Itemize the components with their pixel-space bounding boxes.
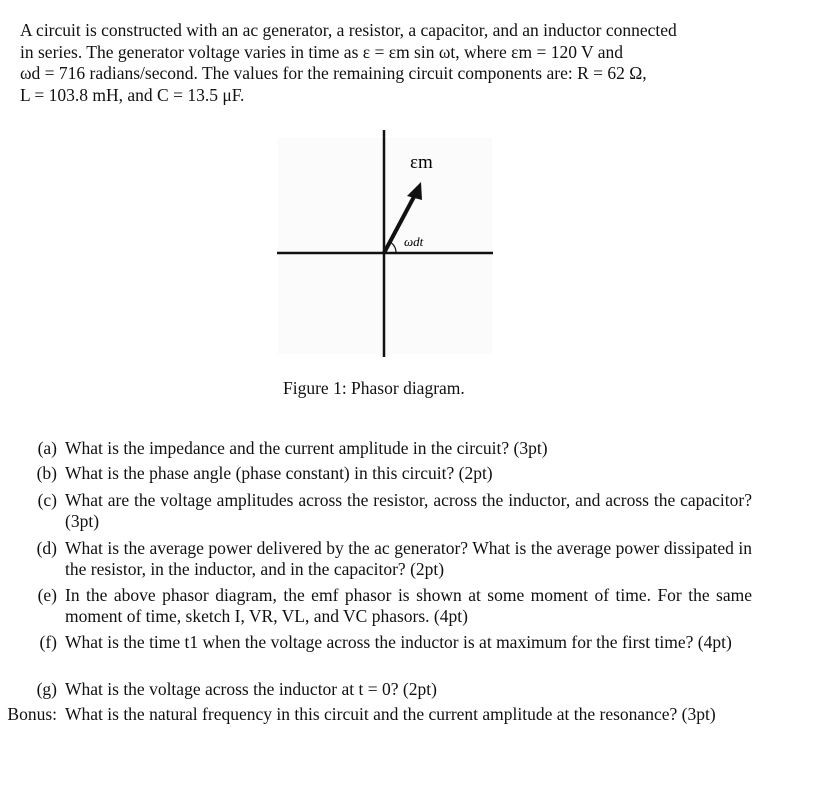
question-tag: (d) — [36, 538, 57, 558]
phasor-diagram — [270, 130, 500, 365]
phasor-label: εm — [410, 152, 433, 173]
figure-caption: Figure 1: Phasor diagram. — [283, 378, 465, 398]
angle-label: ωdt — [404, 234, 424, 249]
phasor-diagram-svg — [270, 130, 500, 365]
question-tag: (c) — [37, 490, 57, 510]
question-text: What is the natural frequency in this circuit and the current amplitude at the resonance? (3pt) — [65, 704, 716, 724]
intro-line-1: A circuit is constructed with an ac generator, a resistor, a capacitor, and an inductor connected — [20, 20, 677, 40]
question-text: What is the time t1 when the voltage across the inductor is at maximum for the first time? (4pt) — [65, 632, 732, 652]
problem-statement — [20, 20, 752, 106]
question-tag: (e) — [37, 585, 57, 605]
question-text: In the above phasor diagram, the emf phasor is shown at some moment of time. For the same moment of time, sketch I, VR, VL, and VC phasors. (4pt) — [65, 585, 752, 627]
question-tag: (f) — [39, 632, 57, 652]
question-tag: (b) — [36, 463, 57, 483]
question-tag: (g) — [36, 679, 57, 699]
intro-line-2: in series. The generator voltage varies in time as ε = εm sin ωt, where εm = 120 V and — [20, 41, 623, 62]
intro-line-4: L = 103.8 mH, and C = 13.5 μF. — [20, 84, 245, 105]
intro-line-3: ωd = 716 radians/second. The values for the remaining circuit components are: R = 62 Ω, — [20, 63, 647, 84]
question-text: What is the phase angle (phase constant) in this circuit? (2pt) — [65, 463, 493, 483]
question-tag: Bonus: — [7, 704, 57, 724]
question-text: What are the voltage amplitudes across the resistor, across the inductor, and across the capacitor? (3pt) — [65, 490, 752, 532]
question-text: What is the voltage across the inductor at t = 0? (2pt) — [65, 679, 437, 699]
question-text: What is the average power delivered by the ac generator? What is the average power dissipated in the resistor, in the inductor, and in the capacitor? (2pt) — [65, 538, 752, 580]
question-text: What is the impedance and the current amplitude in the circuit? (3pt) — [65, 438, 548, 458]
question-tag: (a) — [37, 438, 57, 458]
